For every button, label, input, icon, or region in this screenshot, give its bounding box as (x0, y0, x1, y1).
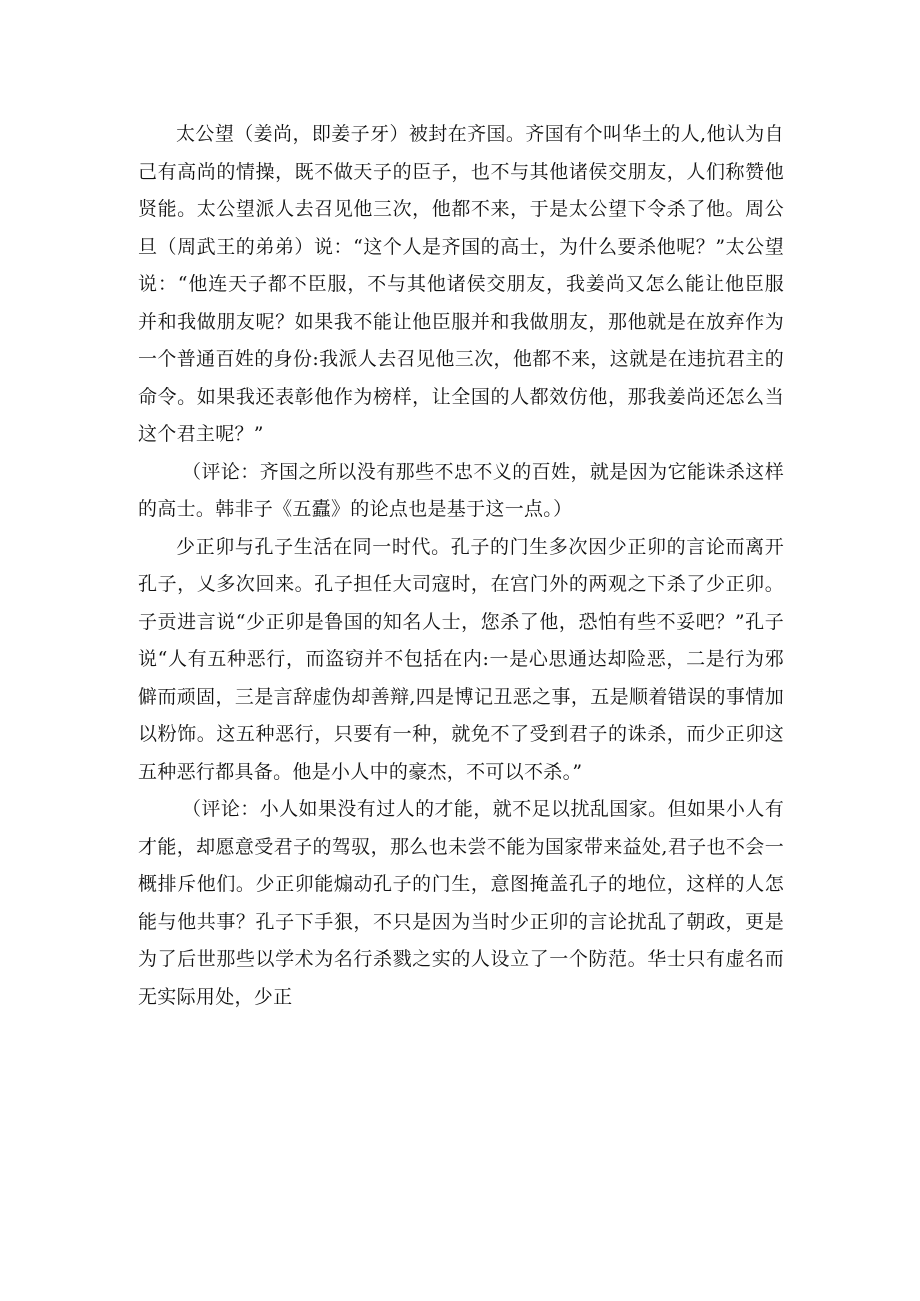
story-paragraph-shaozhengmao: 少正卯与孔子生活在同一时代。孔子的门生多次因少正卯的言论而离开孔子，乂多次回来。孔子担任大司寇时，在宫门外的两观之下杀了少正卯。子贡进言说“少正卯是鲁国的知名人士，您杀了他，恐怕有些不妥吧？”孔子说“人有五种恶行，而盗窃并不包括在内:一是心思通达却险恶，二是行为邪僻而顽固，三是言辞虚伪却善辩,四是博记丑恶之事，五是顺着错误的事情加以粉饰。这五种恶行，只要有一种，就免不了受到君子的诛杀，而少正卯这五种恶行都具备。他是小人中的豪杰，不可以不杀。” (138, 535, 784, 783)
comment-paragraph-qi: （评论：齐国之所以没有那些不忠不义的百姓，就是因为它能诛杀这样的高士。韩非子《五蠹》的论点也是基于这一点。） (138, 460, 784, 520)
document-page (138, 116, 784, 1016)
story-paragraph-taigongwang: 太公望（姜尚，即姜子牙）被封在齐国。齐国有个叫华土的人,他认为自己有高尚的情操，既不做天子的臣子，也不与其他诸侯交朋友，人们称赞他贤能。太公望派人去召见他三次，他都不来，于是太公望下令杀了他。周公旦（周武王的弟弟）说：“这个人是齐国的高士，为什么要杀他呢？”太公望说：“他连天子都不臣服，不与其他诸侯交朋友，我姜尚又怎么能让他臣服并和我做朋友呢？如果我不能让他臣服并和我做朋友，那他就是在放弃作为一个普通百姓的身份:我派人去召见他三次，他都不来，这就是在违抗君主的命令。如果我还表彰他作为榜样，让全国的人都效仿他，那我姜尚还怎么当这个君主呢？” (138, 123, 784, 445)
comment-paragraph-xiaoren: （评论：小人如果没有过人的才能，就不足以扰乱国家。但如果小人有才能，却愿意受君子的驾驭，那么也未尝不能为国家带来益处,君子也不会一概排斥他们。少正卯能煽动孔子的门生，意图掩盖孔子的地位，这样的人怎能与他共事？孔子下手狠，不只是因为当时少正卯的言论扰乱了朝政，更是为了后世那些以学术为名行杀戮之实的人设立了一个防范。华士只有虚名而无实际用处，少正 (138, 798, 784, 1008)
